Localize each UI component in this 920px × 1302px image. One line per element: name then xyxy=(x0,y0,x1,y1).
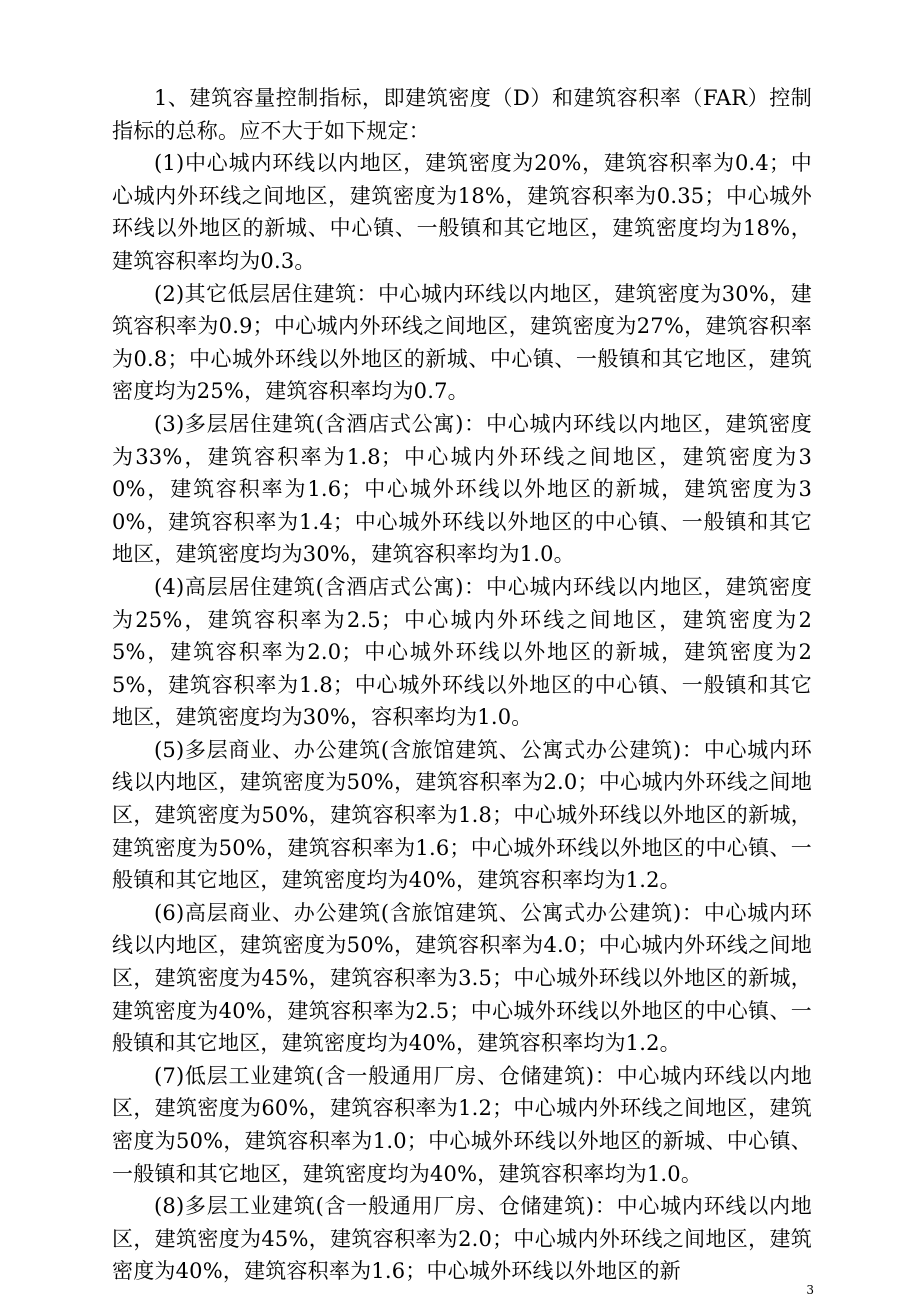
paragraph-item-3: (3)多层居住建筑(含酒店式公寓)：中心城内环线以内地区，建筑密度为33%，建筑容积率为1.8；中心城内外环线之间地区，建筑密度为30%，建筑容积率为1.6；中心城外环线以外地区的新城，建筑密度为30%，建筑容积率为1.4；中心城外环线以外地区的中心镇、一般镇和其它地区，建筑密度均为30%，建筑容积率均为1.0。 xyxy=(112,411,812,567)
paragraph-item-7: (7)低层工业建筑(含一般通用厂房、仓储建筑)：中心城内环线以内地区，建筑密度为60%，建筑容积率为1.2；中心城内外环线之间地区，建筑密度为50%，建筑容积率为1.0；中心城外环线以外地区的新城、中心镇、一般镇和其它地区，建筑密度均为40%，建筑容积率均为1.0。 xyxy=(112,1063,812,1186)
paragraph-item-5: (5)多层商业、办公建筑(含旅馆建筑、公寓式办公建筑)：中心城内环线以内地区，建筑密度为50%，建筑容积率为2.0；中心城内外环线之间地区，建筑密度为50%，建筑容积率为1.8；中心城外环线以外地区的新城，建筑密度为50%，建筑容积率为1.6；中心城外环线以外地区的中心镇、一般镇和其它地区，建筑密度均为40%，建筑容积率均为1.2。 xyxy=(112,737,812,893)
paragraph-item-2: (2)其它低层居住建筑：中心城内环线以内地区，建筑密度为30%，建筑容积率为0.9；中心城内外环线之间地区，建筑密度为27%，建筑容积率为0.8；中心城外环线以外地区的新城、中心镇、一般镇和其它地区，建筑密度均为25%，建筑容积率均为0.7。 xyxy=(112,281,812,404)
paragraph-item-6: (6)高层商业、办公建筑(含旅馆建筑、公寓式办公建筑)：中心城内环线以内地区，建筑密度为50%，建筑容积率为4.0；中心城内外环线之间地区，建筑密度为45%，建筑容积率为3.5；中心城外环线以外地区的新城，建筑密度为40%，建筑容积率为2.5；中心城外环线以外地区的中心镇、一般镇和其它地区，建筑密度均为40%，建筑容积率均为1.2。 xyxy=(112,900,812,1056)
document-body xyxy=(112,82,812,1288)
intro-paragraph: 1、建筑容量控制指标，即建筑密度（D）和建筑容积率（FAR）控制指标的总称。应不大于如下规定： xyxy=(112,86,812,143)
paragraph-item-8: (8)多层工业建筑(含一般通用厂房、仓储建筑)：中心城内环线以内地区，建筑密度为45%，建筑容积率为2.0；中心城内外环线之间地区，建筑密度为40%，建筑容积率为1.6；中心城外环线以外地区的新 xyxy=(112,1194,812,1284)
paragraph-item-4: (4)高层居住建筑(含酒店式公寓)：中心城内环线以内地区，建筑密度为25%，建筑容积率为2.5；中心城内外环线之间地区，建筑密度为25%，建筑容积率为2.0；中心城外环线以外地区的新城，建筑密度为25%，建筑容积率为1.8；中心城外环线以外地区的中心镇、一般镇和其它地区，建筑密度均为30%，容积率均为1.0。 xyxy=(112,574,812,730)
page-number: 3 xyxy=(806,1283,814,1297)
paragraph-item-1: (1)中心城内环线以内地区，建筑密度为20%，建筑容积率为0.4；中心城内外环线之间地区，建筑密度为18%，建筑容积率为0.35；中心城外环线以外地区的新城、中心镇、一般镇和其它地区，建筑密度均为18%，建筑容积率均为0.3。 xyxy=(112,151,812,273)
